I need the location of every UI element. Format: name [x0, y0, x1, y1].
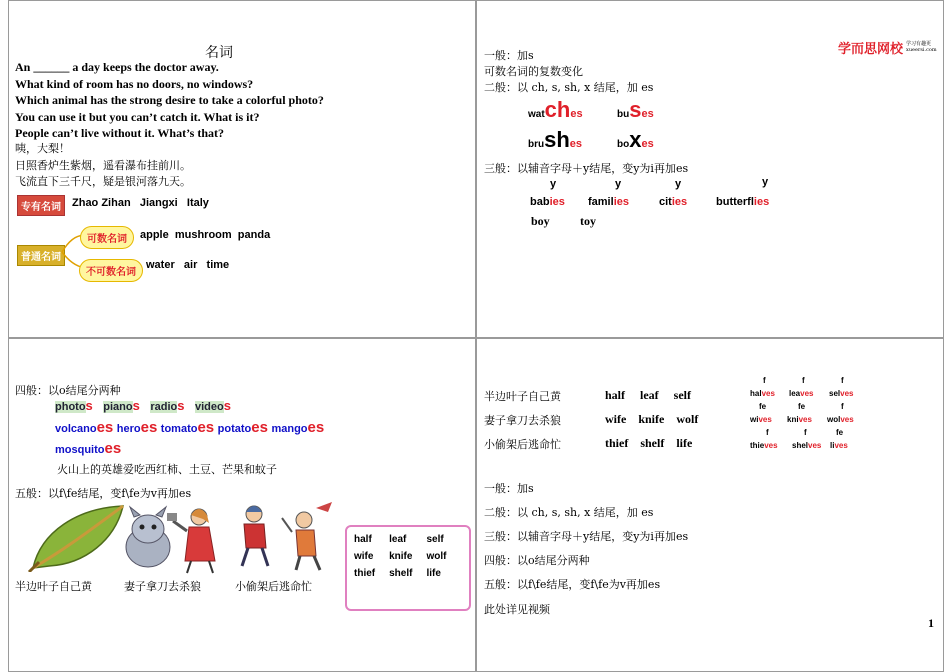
summary-1: 一般：加s — [484, 482, 534, 495]
word-half: half — [605, 388, 626, 402]
chinese-lines — [15, 141, 191, 191]
mark-f-1: f — [763, 376, 766, 385]
table-row — [347, 531, 453, 548]
families-suffix: ies — [613, 196, 629, 208]
mark-f-6: f — [804, 428, 807, 437]
mark-fe-1: fe — [759, 402, 767, 411]
cn-line-3: 飞流直下三千尺，疑是银河落九天。 — [15, 175, 191, 188]
selves-suffix: ves — [840, 389, 854, 398]
brush-suffix: es — [569, 138, 583, 150]
word-lives — [830, 441, 848, 450]
q4-cn-1: 半边叶子自己黄 — [484, 390, 561, 403]
footer-note: 此处详见视频 — [484, 603, 550, 616]
shelves-stem: shel — [792, 441, 809, 450]
word-buses — [617, 97, 654, 123]
mango-suffix: es — [307, 419, 325, 436]
rule-4: 四般：以o结尾分两种 — [15, 384, 121, 397]
q4-cn-2: 妻子拿刀去杀狼 — [484, 414, 561, 427]
o-mnemonic: 火山上的英雄爱吃西红柿、土豆、芒果和蚊子 — [57, 463, 277, 476]
hero-suffix: es — [140, 419, 158, 436]
word-photos — [55, 400, 93, 413]
riddle-4: You can use it but you can’t catch it. What is it? — [15, 109, 260, 124]
cell-knife: knife — [389, 551, 413, 562]
word-cities — [659, 196, 687, 208]
word-selves — [829, 389, 853, 398]
cell-wife: wife — [354, 551, 374, 562]
leaf-illustration — [27, 502, 127, 572]
rule-1: 一般：加s — [484, 49, 534, 62]
thieves-suffix: ves — [764, 441, 778, 450]
babies-suffix: ies — [549, 196, 565, 208]
brush-stem: bru — [528, 139, 545, 150]
ves-row-3 — [748, 428, 868, 454]
knives-stem: kni — [787, 415, 799, 424]
mango-stem: mango — [271, 423, 308, 435]
slide-title: 名词 — [205, 45, 233, 61]
riddle-1: An ______ a day keeps the doctor away. — [15, 60, 219, 74]
logo-text: 学而思网校 — [838, 42, 904, 57]
babies-stem: bab — [530, 196, 550, 208]
f-words-table — [347, 531, 453, 582]
word-potatoes — [217, 419, 268, 436]
word-leaves — [789, 389, 813, 398]
summary-2: 二般：以 ch, s, sh, x 结尾，加 es — [484, 506, 654, 519]
q4-row-2 — [484, 412, 699, 428]
cities-stem: cit — [659, 196, 672, 208]
knives-suffix: ves — [798, 415, 812, 424]
uncountable-examples: water air time — [146, 259, 230, 271]
word-wolf: wolf — [676, 412, 699, 426]
lives-suffix: ves — [834, 441, 848, 450]
plural-heading: 可数名词的复数变化 — [484, 65, 583, 78]
watch-stem: wat — [528, 109, 545, 120]
volcano-suffix: es — [96, 419, 114, 436]
y-mark-2: y — [615, 178, 622, 190]
hero-stem: hero — [116, 423, 141, 435]
o-words-s — [55, 398, 231, 413]
y-mark-1: y — [550, 178, 557, 190]
mosquito-stem: mosquito — [55, 444, 105, 456]
mosquito-suffix: es — [104, 440, 122, 457]
q4-words-3 — [605, 436, 692, 451]
word-shelf: shelf — [640, 436, 665, 450]
mark-fe-3: fe — [836, 428, 844, 437]
video-stem: video — [195, 401, 224, 413]
cell-life: life — [426, 568, 441, 579]
summary-list — [484, 477, 688, 597]
word-boy: boy — [531, 214, 550, 228]
leaves-stem: lea — [789, 389, 801, 398]
caption-3: 小偷架后逃命忙 — [235, 580, 312, 593]
word-tomatoes — [160, 419, 215, 436]
mark-f-2: f — [802, 376, 805, 385]
halves-stem: hal — [750, 389, 762, 398]
photo-stem: photo — [55, 401, 86, 413]
cell-self: self — [426, 534, 444, 545]
word-leaf: leaf — [640, 388, 659, 402]
potato-stem: potato — [217, 423, 252, 435]
lives-stem: li — [830, 441, 835, 450]
word-wife: wife — [605, 412, 627, 426]
word-thieves — [750, 441, 778, 450]
q4-words-2 — [605, 412, 698, 427]
wife-illustration — [165, 505, 225, 575]
logo-url: xueersi.com — [906, 47, 937, 53]
thief-illustration — [236, 500, 336, 572]
butterflies-stem: butterfl — [716, 196, 754, 208]
bus-ending: s — [629, 97, 642, 122]
wives-stem: wi — [750, 415, 759, 424]
common-noun-tag: 普通名词 — [17, 245, 65, 266]
page-number: 1 — [928, 616, 934, 630]
riddle-2: What kind of room has no doors, no windows? — [15, 76, 254, 91]
logo-slogan: 学习有趣更 — [906, 41, 932, 47]
shelves-suffix: ves — [808, 441, 822, 450]
q4-row-1 — [484, 388, 691, 404]
cell-wolf: wolf — [426, 551, 447, 562]
cn-line-1: 咦，大梨！ — [15, 142, 70, 155]
bus-stem: bu — [617, 109, 630, 120]
mark-f-3: f — [841, 376, 844, 385]
ves-row-2 — [748, 402, 868, 428]
y-mark-3: y — [675, 178, 682, 190]
summary-3: 三般：以辅音字母＋y结尾，变y为i再加es — [484, 530, 689, 543]
word-boxes — [617, 127, 654, 153]
radio-suffix: s — [177, 398, 185, 413]
word-pianos — [103, 400, 140, 413]
word-mosquitoes — [55, 440, 121, 457]
watch-ending: ch — [544, 97, 571, 122]
riddle-list — [15, 59, 324, 142]
riddle-3: Which animal has the strong desire to take a colorful photo? — [15, 93, 324, 107]
selves-stem: sel — [829, 389, 841, 398]
word-self: self — [673, 388, 691, 402]
caption-1: 半边叶子自己黄 — [15, 580, 92, 593]
proper-noun-tag: 专有名词 — [17, 195, 65, 216]
brush-ending: sh — [544, 127, 570, 152]
mark-fe-2: fe — [798, 402, 806, 411]
butterflies-suffix: ies — [753, 196, 770, 208]
y-mark-4: y — [762, 176, 769, 188]
rule-5: 五般：以f\fe结尾，变f\fe为v再加es — [15, 487, 192, 500]
q4-row-3 — [484, 436, 693, 452]
word-radios — [150, 400, 184, 413]
cities-suffix: ies — [671, 196, 688, 208]
word-shelves — [792, 441, 821, 450]
watch-suffix: es — [570, 108, 583, 120]
word-butterflies — [716, 196, 769, 208]
table-row — [347, 548, 453, 565]
photo-suffix: s — [85, 398, 93, 413]
wolves-stem: wol — [827, 415, 841, 424]
wolves-suffix: ves — [840, 415, 854, 424]
f-words-box — [345, 525, 471, 611]
word-life: life — [676, 436, 693, 450]
word-families — [588, 196, 629, 208]
word-babies — [530, 196, 565, 208]
radio-stem: radio — [150, 401, 178, 413]
summary-5: 五般：以f\fe结尾，变f\fe为v再加es — [484, 578, 661, 591]
mark-f-4: f — [841, 402, 844, 411]
video-suffix: s — [223, 398, 231, 413]
countable-examples: apple mushroom panda — [140, 229, 271, 241]
countable-tag: 可数名词 — [80, 226, 134, 249]
summary-4: 四般：以o结尾分两种 — [484, 554, 590, 567]
word-watches — [528, 97, 583, 123]
o-words-es — [55, 419, 324, 436]
cell-leaf: leaf — [389, 534, 407, 545]
thieves-stem: thie — [750, 441, 765, 450]
mark-f-5: f — [766, 428, 769, 437]
caption-2: 妻子拿刀去杀狼 — [124, 580, 201, 593]
bus-suffix: es — [641, 108, 654, 120]
cell-thief: thief — [354, 568, 376, 579]
box-suffix: es — [641, 138, 654, 150]
word-knife: knife — [638, 412, 665, 426]
piano-suffix: s — [132, 398, 140, 413]
cn-line-2: 日照香炉生紫烟，遥看瀑布挂前川。 — [15, 158, 191, 172]
word-wives — [750, 415, 772, 424]
tomato-stem: tomato — [160, 423, 198, 435]
ves-row-1 — [748, 376, 868, 402]
volcano-stem: volcano — [55, 423, 97, 435]
rule-3: 三般：以辅音字母＋y结尾，变y为i再加es — [484, 162, 689, 175]
tomato-suffix: es — [197, 419, 215, 436]
xueersi-logo — [838, 38, 937, 57]
leaves-suffix: ves — [800, 389, 814, 398]
families-stem: famil — [588, 196, 614, 208]
box-ending: x — [629, 127, 642, 152]
table-row — [347, 565, 453, 582]
word-toy: toy — [580, 214, 596, 228]
rule-2: 二般：以 ch, s, sh, x 结尾，加 es — [484, 81, 654, 94]
uncountable-tag: 不可数名词 — [79, 259, 143, 282]
wives-suffix: ves — [758, 415, 772, 424]
word-thief: thief — [605, 436, 629, 450]
word-halves — [750, 389, 775, 398]
q4-words-1 — [605, 388, 691, 403]
word-brushes — [528, 127, 582, 153]
piano-stem: piano — [103, 401, 133, 413]
word-heroes — [116, 419, 158, 436]
cell-shelf: shelf — [389, 568, 413, 579]
word-mangoes — [271, 419, 325, 436]
word-videos — [195, 400, 231, 413]
q4-cn-3: 小偷架后逃命忙 — [484, 438, 561, 451]
word-volcanoes — [55, 419, 114, 436]
word-knives — [787, 415, 812, 424]
cell-half: half — [354, 534, 372, 545]
halves-suffix: ves — [761, 389, 775, 398]
word-wolves — [827, 415, 854, 424]
riddle-5: People can’t live without it. What’s that? — [15, 126, 224, 140]
box-stem: bo — [617, 139, 630, 150]
logo-small — [906, 40, 946, 53]
proper-noun-examples: Zhao Zihan Jiangxi Italy — [72, 197, 209, 209]
potato-suffix: es — [251, 419, 268, 436]
